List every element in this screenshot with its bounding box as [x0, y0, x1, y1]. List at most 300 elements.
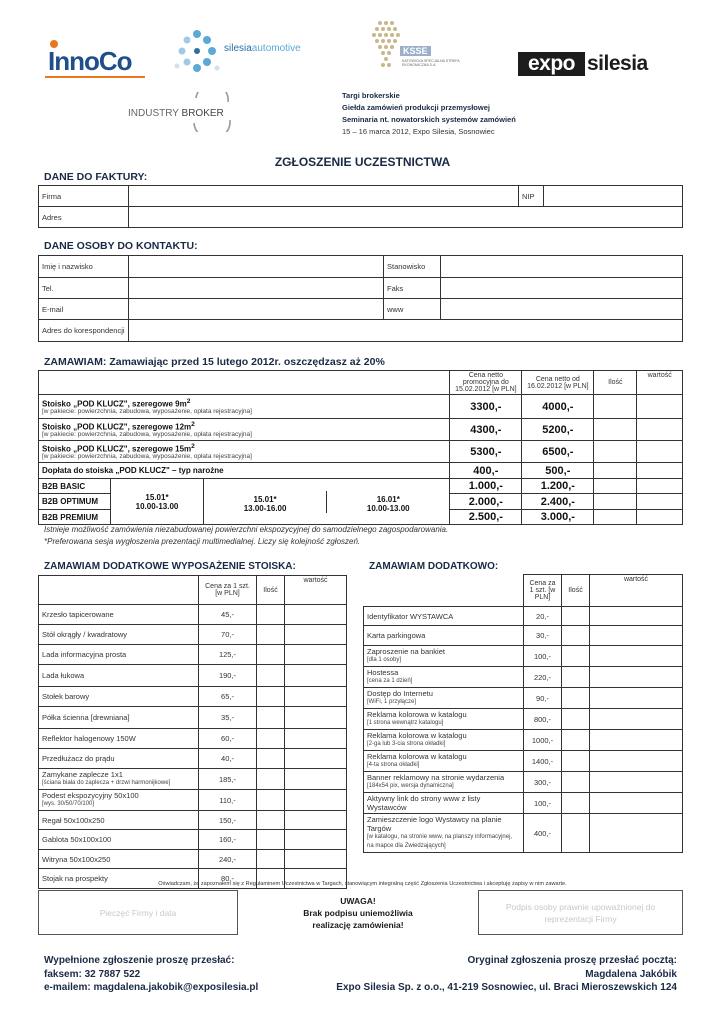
- equip-item-value[interactable]: [285, 850, 347, 869]
- stand-9m-desc: [39, 395, 450, 419]
- equip-item-name: [39, 645, 199, 665]
- equip-item-note: [wys. 30/50/70/100]: [42, 801, 95, 807]
- corner-regular: 500,-: [522, 463, 594, 479]
- footer-right: [336, 954, 677, 995]
- equip-item-qty[interactable]: [257, 687, 285, 707]
- equip-item-qty[interactable]: [257, 625, 285, 645]
- stand-9m-row: [39, 395, 683, 419]
- stand-12m-regular: 5200,-: [522, 419, 594, 441]
- industry-broker-text: [128, 108, 224, 119]
- session-1[interactable]: [111, 479, 204, 525]
- equip-item-label: Lada informacyjna prosta: [42, 650, 127, 659]
- extra-row: [364, 751, 683, 772]
- equip-item-qty[interactable]: [257, 749, 285, 769]
- equip-item-price: 160,-: [199, 830, 257, 850]
- equip-item-label: Półka ścienna [drewniana]: [42, 713, 130, 722]
- extra-row: [364, 667, 683, 688]
- equip-row: [39, 665, 347, 687]
- order-notes: [44, 524, 448, 548]
- firma-label: Firma: [39, 186, 129, 207]
- stamp-box[interactable]: [38, 890, 238, 935]
- event-line-1: Targi brokerskie: [342, 91, 400, 100]
- stand-12m-note: [w pakiecie: powierzchnia, zabudowa, wyposażenie, opłata rejestracyjna]: [42, 431, 252, 439]
- billing-table: [38, 185, 683, 228]
- order-heading: ZAMAWIAM: Zamawiając przed 15 lutego 2012r. oszczędzasz aż 20%: [44, 356, 385, 368]
- extra-item-value[interactable]: [590, 626, 683, 646]
- equip-item-qty[interactable]: [257, 645, 285, 665]
- b2b-basic-regular: 1.200,-: [522, 479, 594, 494]
- stand-15m-note: [w pakiecie: powierzchnia, zabudowa, wyposażenie, opłata rejestracyjna]: [42, 453, 252, 461]
- adres-input[interactable]: [129, 207, 683, 228]
- extra-item-name: [364, 646, 524, 667]
- extra-item-note: [w katalogu, na stronie www, na planszy informacyjnej, na mapce dla Zwiedzających]: [367, 834, 513, 849]
- b2b-optimum-value[interactable]: [637, 494, 683, 510]
- extra-item-value[interactable]: [590, 814, 683, 853]
- equip-item-qty[interactable]: [257, 665, 285, 687]
- corner-desc: Dopłata do stoiska „POD KLUCZ" – typ narożne: [39, 463, 450, 479]
- equip-item-qty[interactable]: [257, 729, 285, 749]
- extra-header-blank: [364, 575, 524, 607]
- equip-item-name: [39, 850, 199, 869]
- equip-item-value[interactable]: [285, 687, 347, 707]
- extra-item-price: 20,-: [524, 607, 562, 626]
- b2b-premium-regular: 3.000,-: [522, 510, 594, 525]
- industry-word: INDUSTRY: [128, 108, 182, 119]
- stand-15m-sup: 2: [191, 442, 195, 450]
- equip-row: [39, 850, 347, 869]
- extra-item-value[interactable]: [590, 688, 683, 709]
- email-label: E-mail: [39, 299, 129, 320]
- equip-item-label: Stół okrągły / kwadratowy: [42, 630, 128, 639]
- extra-item-qty[interactable]: [562, 772, 590, 793]
- stand-15m-value[interactable]: [637, 441, 683, 463]
- extra-item-qty[interactable]: [562, 730, 590, 751]
- equip-item-label: Lada łukowa: [42, 671, 85, 680]
- position-input[interactable]: [441, 256, 683, 278]
- extra-row: [364, 730, 683, 751]
- industry-broker-logo: [128, 92, 238, 132]
- extra-item-qty[interactable]: [562, 793, 590, 814]
- extra-item-price: 1400,-: [524, 751, 562, 772]
- equip-item-price: 70,-: [199, 625, 257, 645]
- b2b-optimum-regular: 2.400,-: [522, 494, 594, 510]
- footer-right-line-2: Magdalena Jakóbik: [585, 968, 677, 980]
- equip-item-name: [39, 687, 199, 707]
- fax-input[interactable]: [441, 278, 683, 299]
- extra-item-label: Identyfikator WYSTAWCA: [367, 611, 454, 621]
- equip-item-value[interactable]: [285, 830, 347, 850]
- extra-item-label: Reklama kolorowa w katalogu: [367, 710, 467, 719]
- extra-item-price: 220,-: [524, 667, 562, 688]
- extra-col-price: Cena za 1 szt. [w PLN]: [524, 575, 562, 607]
- equip-item-qty[interactable]: [257, 769, 285, 790]
- order-header-blank: [39, 371, 450, 395]
- equip-item-name: [39, 790, 199, 811]
- stand-9m-qty[interactable]: [594, 395, 637, 419]
- extra-row: [364, 793, 683, 814]
- extra-col-qty: Ilość: [562, 575, 590, 607]
- extra-item-label: Hostessa: [367, 668, 399, 677]
- billing-heading: DANE DO FAKTURY:: [44, 171, 148, 183]
- footer-left-line-1: Wypełnione zgłoszenie proszę przesłać:: [44, 955, 235, 966]
- extra-row: [364, 688, 683, 709]
- firma-input[interactable]: [129, 186, 519, 207]
- equip-item-name: [39, 811, 199, 830]
- order-table: [38, 370, 683, 525]
- extra-item-price: 90,-: [524, 688, 562, 709]
- extra-item-qty[interactable]: [562, 814, 590, 853]
- extra-item-note: [cena za 1 dzień]: [367, 678, 413, 684]
- stand-15m-desc: [39, 441, 450, 463]
- event-line-4: 15 – 16 marca 2012, Expo Silesia, Sosnowiec: [342, 127, 495, 136]
- equip-col-price: Cena za 1 szt. [w PLN]: [199, 576, 257, 605]
- extra-item-name: [364, 751, 524, 772]
- b2b-premium-promo: 2.500,-: [450, 510, 522, 525]
- equip-row: [39, 749, 347, 769]
- extra-item-price: 800,-: [524, 709, 562, 730]
- equip-item-price: 80,-: [199, 869, 257, 889]
- equip-item-price: 65,-: [199, 687, 257, 707]
- equip-row: [39, 729, 347, 749]
- extra-item-qty[interactable]: [562, 607, 590, 626]
- col-value-header: wartość: [637, 371, 683, 395]
- equip-item-qty[interactable]: [257, 790, 285, 811]
- fax-label: Faks: [384, 278, 441, 299]
- adres-label: Adres: [39, 207, 129, 228]
- equip-item-name: [39, 729, 199, 749]
- extra-row: [364, 607, 683, 626]
- equip-row: [39, 605, 347, 625]
- www-label: www: [384, 299, 441, 320]
- b2b-optimum-promo: 2.000,-: [450, 494, 522, 510]
- equip-item-value[interactable]: [285, 749, 347, 769]
- equip-row: [39, 830, 347, 850]
- event-line-2: Giełda zamówień produkcji przemysłowej: [342, 103, 490, 112]
- extra-item-note: [184x54 pix, wersja dynamiczna]: [367, 783, 454, 789]
- position-label: Stanowisko: [384, 256, 441, 278]
- footer-left: [44, 954, 258, 995]
- stand-9m-note: [w pakiecie: powierzchnia, zabudowa, wyposażenie, opłata rejestracyjna]: [42, 408, 252, 416]
- session-1-date: 15.01*: [145, 492, 169, 502]
- nip-label: NIP: [519, 186, 544, 207]
- equip-item-value[interactable]: [285, 707, 347, 729]
- equip-row: [39, 625, 347, 645]
- ksse-subtext: KATOWICKA SPECJALNA STREFA EKONOMICZNA S.A.: [402, 59, 460, 68]
- equip-item-price: 150,-: [199, 811, 257, 830]
- equip-item-value[interactable]: [285, 769, 347, 790]
- stand-9m-value[interactable]: [637, 395, 683, 419]
- stand-12m-sup: 2: [191, 420, 195, 428]
- extra-item-value[interactable]: [590, 751, 683, 772]
- stand-9m-title: Stoisko „POD KLUCZ", szeregowe 9m: [42, 399, 187, 409]
- extra-item-price: 400,-: [524, 814, 562, 853]
- broker-word: BROKER: [181, 108, 224, 119]
- equip-item-label: Podest ekspozycyjny 50x100: [42, 791, 139, 800]
- equip-item-value[interactable]: [285, 729, 347, 749]
- equip-row: [39, 769, 347, 790]
- address-label: Adres do korespondencji: [39, 320, 129, 342]
- extra-item-value[interactable]: [590, 667, 683, 688]
- corner-qty[interactable]: [594, 463, 637, 479]
- equipment-table: [38, 575, 347, 889]
- silesia-automotive-text: [224, 43, 301, 54]
- extra-item-label: Karta parkingowa: [367, 631, 426, 640]
- tel-input[interactable]: [129, 278, 384, 299]
- extra-item-label: Reklama kolorowa w katalogu: [367, 752, 467, 761]
- equip-row: [39, 811, 347, 830]
- equip-item-name: [39, 625, 199, 645]
- silesia-automotive-logo: [172, 26, 312, 76]
- extra-item-value[interactable]: [590, 607, 683, 626]
- extra-item-name: [364, 814, 524, 853]
- equip-item-value[interactable]: [285, 605, 347, 625]
- session-2-3-cell: [204, 479, 450, 525]
- equipment-heading: ZAMAWIAM DODATKOWE WYPOSAŻENIE STOISKA:: [44, 561, 296, 572]
- session-2[interactable]: [204, 491, 327, 513]
- equip-item-note: [ściana biała do zaplecza + drzwi harmonijkowe]: [42, 780, 171, 786]
- session-3[interactable]: [327, 491, 449, 513]
- stand-15m-qty[interactable]: [594, 441, 637, 463]
- innoco-text: InnoCo: [48, 46, 132, 76]
- extra-item-name: [364, 607, 524, 626]
- equip-row: [39, 645, 347, 665]
- session-2-date: 15.01*: [253, 494, 277, 504]
- equip-item-qty[interactable]: [257, 707, 285, 729]
- equip-item-label: Przedłużacz do prądu: [42, 754, 115, 763]
- equip-item-price: 110,-: [199, 790, 257, 811]
- extra-item-note: [4-ta strona okładki]: [367, 762, 420, 768]
- equip-header-blank: [39, 576, 199, 605]
- extra-item-name: [364, 626, 524, 646]
- extra-item-qty[interactable]: [562, 646, 590, 667]
- extra-row: [364, 646, 683, 667]
- tel-label: Tel.: [39, 278, 129, 299]
- automotive-word: automotive: [251, 43, 301, 54]
- email-input[interactable]: [129, 299, 384, 320]
- silesia-word: silesia: [224, 43, 252, 54]
- b2b-basic-value[interactable]: [637, 479, 683, 494]
- equip-item-label: Zamykane zaplecze 1x1: [42, 770, 123, 779]
- footer-right-line-3: Expo Silesia Sp. z o.o., 41-219 Sosnowiec, ul. Braci Mieroszewskich 124: [336, 982, 677, 993]
- extra-item-note: [2-ga lub 3-cia strona okładki]: [367, 741, 446, 747]
- b2b-basic-row: [39, 479, 683, 494]
- nip-input[interactable]: [544, 186, 683, 207]
- extra-item-qty[interactable]: [562, 709, 590, 730]
- dots-cluster-icon: [172, 26, 222, 76]
- stand-15m-promo: 5300,-: [450, 441, 522, 463]
- corner-promo: 400,-: [450, 463, 522, 479]
- extra-item-name: [364, 688, 524, 709]
- extra-item-label: Zaproszenie na bankiet: [367, 647, 445, 656]
- equip-item-price: 40,-: [199, 749, 257, 769]
- extra-item-note: [1 strona wewnątrz katalogu]: [367, 720, 444, 726]
- stand-15m-title: Stoisko „POD KLUCZ", szeregowe 15m: [42, 444, 192, 454]
- equip-item-name: [39, 605, 199, 625]
- equip-item-label: Regał 50x100x250: [42, 815, 105, 825]
- col-regular-header: Cena netto od 16.02.2012 [w PLN]: [522, 371, 594, 395]
- equip-item-qty[interactable]: [257, 811, 285, 830]
- extra-item-value[interactable]: [590, 793, 683, 814]
- stand-12m-promo: 4300,-: [450, 419, 522, 441]
- extra-item-value[interactable]: [590, 646, 683, 667]
- extra-item-price: 30,-: [524, 626, 562, 646]
- extra-item-qty[interactable]: [562, 626, 590, 646]
- b2b-premium-qty[interactable]: [594, 510, 637, 525]
- equip-item-name: [39, 830, 199, 850]
- stamp-label: Pieczęć Firmy i data: [99, 907, 177, 918]
- b2b-optimum-qty[interactable]: [594, 494, 637, 510]
- equip-item-price: 45,-: [199, 605, 257, 625]
- contact-heading: DANE OSOBY DO KONTAKTU:: [44, 240, 198, 252]
- b2b-premium-value[interactable]: [637, 510, 683, 525]
- address-input[interactable]: [129, 320, 683, 342]
- equip-item-value[interactable]: [285, 665, 347, 687]
- equip-item-label: Reflektor halogenowy 150W: [42, 734, 136, 743]
- equip-col-value: wartość: [285, 576, 347, 605]
- equip-item-label: Krzesło tapicerowane: [42, 610, 114, 619]
- equip-item-qty[interactable]: [257, 850, 285, 869]
- equip-item-name: [39, 665, 199, 687]
- session-2-time: 13.00-16.00: [243, 503, 287, 513]
- equip-row: [39, 707, 347, 729]
- extra-col-value: wartość: [590, 575, 683, 607]
- equip-col-qty: Ilość: [257, 576, 285, 605]
- extra-item-label: Aktywny link do strony www z listy Wystawców: [367, 794, 481, 812]
- extra-item-value[interactable]: [590, 709, 683, 730]
- b2b-basic-promo: 1.000,-: [450, 479, 522, 494]
- extra-row: [364, 814, 683, 853]
- ksse-logo: [370, 18, 470, 78]
- col-promo-header: Cena netto promocyjna do 15.02.2012 [w PLN]: [450, 371, 522, 395]
- equip-item-price: 240,-: [199, 850, 257, 869]
- equip-item-value[interactable]: [285, 625, 347, 645]
- equip-item-name: [39, 769, 199, 790]
- equip-item-price: 125,-: [199, 645, 257, 665]
- stand-15m-regular: 6500,-: [522, 441, 594, 463]
- stand-12m-desc: [39, 419, 450, 441]
- signature-box[interactable]: [478, 890, 683, 935]
- footer-right-line-1: Oryginał zgłoszenia proszę przesłać pocztą:: [467, 955, 677, 966]
- extra-item-label: Reklama kolorowa w katalogu: [367, 731, 467, 740]
- session-3-date: 16.01*: [376, 494, 400, 504]
- expo-silesia-logo: [518, 52, 676, 76]
- stand-9m-sup: 2: [186, 397, 191, 405]
- b2b-basic-qty[interactable]: [594, 479, 637, 494]
- warning-title: UWAGA!: [340, 896, 376, 906]
- extra-row: [364, 709, 683, 730]
- contact-table: [38, 255, 683, 342]
- extra-heading: ZAMAWIAM DODATKOWO:: [369, 561, 499, 572]
- footer-left-line-2: faksem: 32 7887 522: [44, 968, 141, 980]
- equip-row: [39, 790, 347, 811]
- declaration-text: Oświadczam, że zapoznałem się z Regulaminem Uczestnictwa w Targach, stanowiącym integralną część Zgłoszenia Uczestnictwa i akceptuję zapisy w nim zawarte.: [158, 881, 567, 887]
- b2b-optimum-label: B2B OPTIMUM: [39, 494, 111, 510]
- extra-item-price: 100,-: [524, 646, 562, 667]
- signature-label: Podpis osoby prawnie upoważnionej do reprezentacji Firmy: [505, 901, 656, 924]
- extra-item-qty[interactable]: [562, 751, 590, 772]
- equip-item-value[interactable]: [285, 645, 347, 665]
- stand-12m-row: [39, 419, 683, 441]
- extra-item-qty[interactable]: [562, 688, 590, 709]
- innoco-logo: [40, 36, 150, 81]
- expo-box: expo: [518, 52, 585, 76]
- equip-item-name: [39, 749, 199, 769]
- extra-row: [364, 772, 683, 793]
- extra-item-label: Zamieszczenie logo Wystawcy na planie Targów: [367, 815, 502, 833]
- equip-item-price: 35,-: [199, 707, 257, 729]
- ksse-text: KSSE: [400, 46, 431, 56]
- stand-9m-regular: 4000,-: [522, 395, 594, 419]
- extra-item-name: [364, 772, 524, 793]
- equip-row: [39, 687, 347, 707]
- page-title: ZGŁOSZENIE UCZESTNICTWA: [274, 155, 451, 169]
- extra-item-price: 300,-: [524, 772, 562, 793]
- www-input[interactable]: [441, 299, 683, 320]
- extra-item-price: 1000,-: [524, 730, 562, 751]
- extra-row: [364, 626, 683, 646]
- equip-item-price: 60,-: [199, 729, 257, 749]
- stand-15m-row: [39, 441, 683, 463]
- extra-table: [363, 574, 683, 853]
- equip-item-label: Witryna 50x100x250: [42, 854, 111, 864]
- corner-row: [39, 463, 683, 479]
- extra-item-value[interactable]: [590, 772, 683, 793]
- equip-item-qty[interactable]: [257, 605, 285, 625]
- b2b-basic-label: B2B BASIC: [39, 479, 111, 494]
- name-input[interactable]: [129, 256, 384, 278]
- stand-12m-title: Stoisko „POD KLUCZ", szeregowe 12m: [42, 422, 192, 432]
- order-note-2: *Preferowana sesja wygłoszenia prezentacji multimedialnej. Liczy się kolejność zgłoszeń.: [44, 537, 361, 546]
- event-line-3: Seminaria nt. nowatorskich systemów zamówień: [342, 115, 516, 124]
- equip-item-value[interactable]: [285, 790, 347, 811]
- equip-item-label: Stojak na prospekty: [42, 874, 108, 883]
- name-label: Imię i nazwisko: [39, 256, 129, 278]
- col-qty-header: Ilość: [594, 371, 637, 395]
- equip-item-qty[interactable]: [257, 830, 285, 850]
- b2b-premium-label: B2B PREMIUM: [39, 510, 111, 525]
- extra-item-note: [dla 1 osoby]: [367, 657, 402, 663]
- stand-9m-promo: 3300,-: [450, 395, 522, 419]
- warning-text: Brak podpisu uniemożliwia realizację zamówienia!: [303, 908, 413, 930]
- equip-item-label: Gablota 50x100x100: [42, 835, 112, 844]
- footer-left-line-3[interactable]: e-mailem: magdalena.jakobik@exposilesia.pl: [44, 982, 259, 993]
- stand-12m-qty[interactable]: [594, 419, 637, 441]
- extra-item-name: [364, 709, 524, 730]
- stand-12m-value[interactable]: [637, 419, 683, 441]
- corner-value[interactable]: [637, 463, 683, 479]
- extra-item-price: 100,-: [524, 793, 562, 814]
- equip-item-value[interactable]: [285, 811, 347, 830]
- extra-item-label: Banner reklamowy na stronie wydarzenia: [367, 773, 505, 782]
- session-3-time: 10.00-13.00: [366, 503, 410, 513]
- event-info: [342, 90, 516, 138]
- extra-item-label: Dostęp do Internetu: [367, 689, 433, 698]
- order-note-1: Istnieje możliwość zamówienia niezabudowanej powierzchni ekspozycyjnej do samodzielnego zagospodarowania.: [44, 525, 449, 534]
- warning-box: [258, 895, 458, 931]
- equip-item-price: 185,-: [199, 769, 257, 790]
- extra-item-name: [364, 730, 524, 751]
- equip-item-price: 190,-: [199, 665, 257, 687]
- session-1-time: 10.00-13.00: [135, 501, 179, 511]
- extra-item-value[interactable]: [590, 730, 683, 751]
- silesia-word-logo: silesia: [587, 52, 648, 75]
- extra-item-name: [364, 667, 524, 688]
- extra-item-name: [364, 793, 524, 814]
- extra-item-note: [WiFi, 1 przyłącze]: [367, 699, 417, 705]
- equip-item-name: [39, 707, 199, 729]
- extra-item-qty[interactable]: [562, 667, 590, 688]
- equip-item-label: Stołek barowy: [42, 692, 90, 701]
